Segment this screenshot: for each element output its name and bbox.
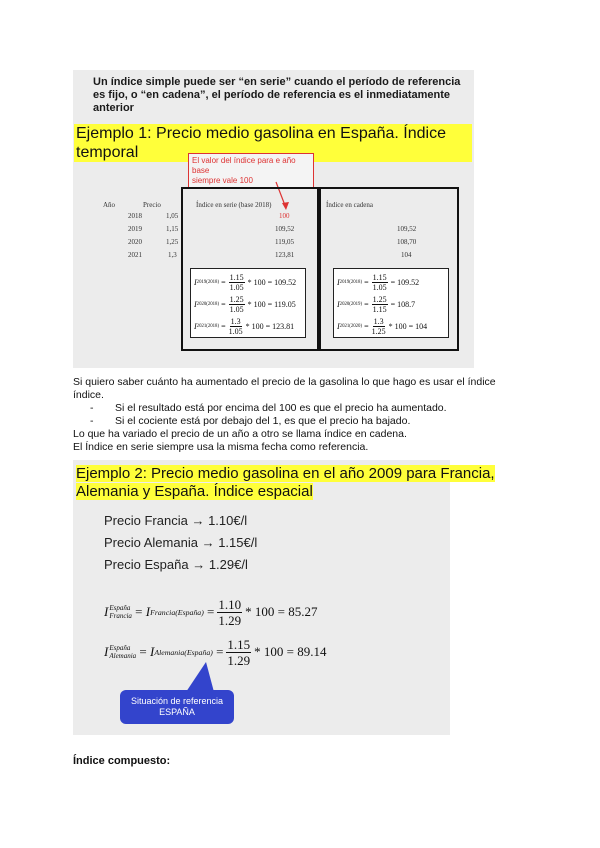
formula-num: 1.10 — [218, 596, 242, 612]
formula-lhs: I — [337, 299, 340, 309]
intro-line: es fijo, o “en cadena”, el período de referencia es el inmediatamente — [93, 89, 451, 101]
intro-line: Un índice simple puede ser “en serie” cuando el período de referencia — [93, 76, 461, 88]
formula-den: 1.05 — [228, 326, 243, 336]
cell-chain: 104 — [401, 251, 412, 259]
paragraph: El Índice en serie siempre usa la misma fecha como referencia. — [73, 441, 369, 453]
bullet-marker: - — [90, 415, 94, 427]
formula-lhs: I — [194, 321, 197, 331]
price-item — [104, 535, 257, 557]
cell-price: 1,05 — [166, 212, 179, 220]
price-list — [104, 513, 257, 579]
paragraph: índice. — [73, 389, 104, 401]
formula-den: 1.29 — [227, 652, 251, 668]
formula-den: 1.25 — [371, 326, 386, 336]
formula-den: 1.15 — [372, 304, 387, 314]
formula-mid-sub: Francia(España) — [150, 607, 204, 617]
price-value: 1.10€/l — [208, 513, 248, 528]
formula-rhs: * 100 = 109.52 — [247, 277, 297, 287]
formula-sub: 2020(2019) — [339, 301, 363, 307]
formula-sup: España — [109, 644, 131, 652]
cell-price: 1,3 — [168, 251, 177, 259]
example2-title-line: Alemania y España. Índice espacial — [76, 483, 313, 500]
series-formula-box — [190, 268, 306, 338]
arrow-right-icon: → — [192, 557, 206, 572]
formula-num: 1.15 — [372, 272, 387, 282]
table-row — [110, 212, 455, 225]
cell-year: 2018 — [128, 212, 142, 220]
formula-rhs: = 108.7 — [390, 299, 416, 309]
spatial-formula-france: I España Francia = I Francia(España) = $\frac{1.10}{1.29}$ * 100 = 85.27 — [104, 596, 318, 628]
formula-num: 1.25 — [229, 294, 244, 304]
chain-formula: I 2019(2018) = $\frac{1.15}{1.05}$ = 109.52 — [337, 272, 420, 292]
cell-price: 1,25 — [166, 238, 179, 246]
bullet-item — [73, 415, 573, 428]
table-row — [110, 225, 455, 238]
formula-den: 1.05 — [229, 282, 244, 292]
cell-series: 123,81 — [275, 251, 295, 259]
formula-rhs: * 100 = 119.05 — [247, 299, 296, 309]
paragraph: Si quiero saber cuánto ha aumentado el precio de la gasolina lo que hago es usar el índice — [73, 376, 496, 388]
series-formula: I 2019(2018) = $\frac{1.15}{1.05}$ * 100 = 109.52 — [194, 272, 297, 292]
formula-sub: Alemania — [109, 652, 137, 660]
bubble-line: ESPAÑA — [159, 707, 195, 717]
table-row — [110, 251, 455, 264]
formula-den: 1.29 — [218, 612, 242, 628]
bullet-text: Si el resultado está por encima del 100 es que el precio ha aumentado. — [115, 402, 447, 414]
price-label: Precio España — [104, 557, 189, 572]
series-formula: I 2021(2018) = $\frac{1.3}{1.05}$ * 100 = 123.81 — [194, 316, 295, 336]
formula-den: 1.05 — [229, 304, 244, 314]
formula-sub: Francia — [109, 612, 132, 620]
chain-formula-box — [333, 268, 449, 338]
formula-rhs: = 109.52 — [390, 277, 420, 287]
bullet-text: Si el cociente está por debajo del 1, es que el precio ha bajado. — [115, 415, 411, 427]
formula-num: 1.15 — [227, 636, 251, 652]
col-year-header: Año — [103, 201, 116, 209]
base-year-callout — [188, 153, 314, 189]
bubble-pointer — [178, 660, 218, 694]
composite-index-heading: Índice compuesto: — [73, 755, 171, 767]
cell-series: 100 — [279, 212, 290, 220]
example2-title — [76, 465, 495, 501]
callout-line: El valor del índice para e año base — [192, 156, 296, 175]
chain-formula: I 2020(2019) = $\frac{1.25}{1.15}$ = 108.7 — [337, 294, 416, 314]
col-price-header: Precio — [143, 201, 161, 209]
callout-line: siempre vale 100 — [192, 176, 253, 185]
price-item — [104, 513, 257, 535]
example1-title: Ejemplo 1: Precio medio gasolina en España. Índice temporal — [74, 124, 472, 162]
cell-year: 2020 — [128, 238, 142, 246]
paragraph: Lo que ha variado el precio de un año a otro se llama índice en cadena. — [73, 428, 407, 440]
formula-num: 1.3 — [373, 316, 384, 326]
spatial-formula-germany: I España Alemania = I Alemania(España) = $\frac{1.15}{1.29}$ * 100 = 89.14 — [104, 636, 327, 668]
formula-mid-sub: Alemania(España) — [154, 647, 213, 657]
formula-num: 1.15 — [229, 272, 244, 282]
cell-price: 1,15 — [166, 225, 179, 233]
intro-line: anterior — [93, 102, 134, 114]
col-series-header: Índice en serie (base 2018) — [196, 201, 272, 209]
chain-formula: I 2021(2020) = $\frac{1.3}{1.25}$ * 100 = 104 — [337, 316, 428, 336]
series-formula: I 2020(2018) = $\frac{1.25}{1.05}$ * 100 = 119.05 — [194, 294, 296, 314]
formula-rhs: * 100 = 89.14 — [254, 644, 327, 659]
formula-lhs: I — [337, 277, 340, 287]
cell-chain: 108,70 — [397, 238, 417, 246]
cell-year: 2019 — [128, 225, 142, 233]
intro-text — [93, 76, 463, 115]
arrow-right-icon: → — [201, 535, 215, 550]
arrow-right-icon: → — [191, 513, 205, 528]
formula-rhs: * 100 = 123.81 — [245, 321, 295, 331]
formula-sub: 2020(2018) — [196, 301, 220, 307]
cell-year: 2021 — [128, 251, 142, 259]
example2-title-line: Ejemplo 2: Precio medio gasolina en el año 2009 para Francia, — [76, 465, 495, 482]
price-value: 1.15€/l — [218, 535, 258, 550]
bullet-marker: - — [90, 402, 94, 414]
formula-sub: 2021(2020) — [339, 323, 363, 329]
formula-num: 1.3 — [230, 316, 241, 326]
bullet-item — [73, 402, 573, 415]
formula-rhs: * 100 = 104 — [388, 321, 428, 331]
col-chain-header: Índice en cadena — [326, 201, 374, 209]
formula-sup: España — [109, 604, 131, 612]
data-table — [110, 212, 455, 264]
reference-bubble — [120, 690, 234, 724]
bubble-line: Situación de referencia — [130, 696, 224, 706]
formula-den: 1.05 — [372, 282, 387, 292]
formula-num: 1.25 — [372, 294, 387, 304]
price-label: Precio Francia — [104, 513, 188, 528]
formula-sub: 2021(2018) — [196, 323, 220, 329]
price-item — [104, 557, 257, 579]
cell-chain: 109,52 — [397, 225, 417, 233]
formula-lhs: I — [337, 321, 340, 331]
formula-lhs: I — [194, 277, 197, 287]
formula-lhs: I — [194, 299, 197, 309]
table-row — [110, 238, 455, 251]
cell-series: 119,05 — [275, 238, 294, 246]
price-value: 1.29€/l — [208, 557, 248, 572]
formula-sub: 2019(2018) — [196, 279, 220, 285]
price-label: Precio Alemania — [104, 535, 198, 550]
formula-rhs: * 100 = 85.27 — [245, 604, 318, 619]
cell-series: 109,52 — [275, 225, 295, 233]
body-text — [73, 376, 573, 454]
formula-sub: 2019(2018) — [339, 279, 363, 285]
